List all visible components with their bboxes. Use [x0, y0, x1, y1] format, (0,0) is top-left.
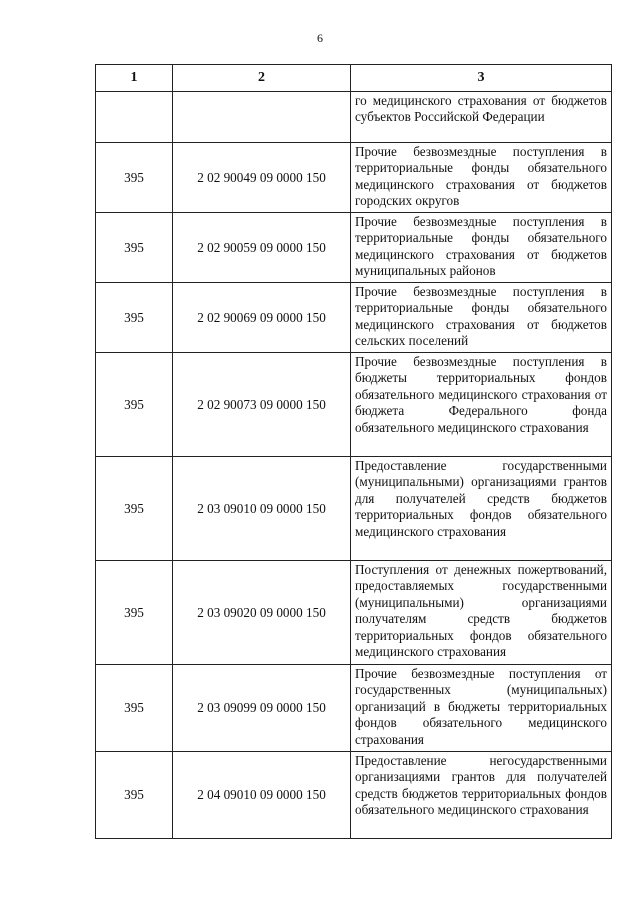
admin-code-cell: 395 — [96, 665, 173, 752]
revenue-name-cell: Прочие безвозмездные поступления в территориальные фонды обязательного медицинского страхования от бюджетов сельских поселений — [351, 283, 612, 353]
revenue-codes-table — [95, 64, 612, 839]
revenue-name-cell: Поступления от денежных пожертвований, предоставляемых государственными (муниципальными) организациями получателям средств бюджетов территориальных фондов обязательного медицинского страхования — [351, 561, 612, 665]
revenue-name-cell: Предоставление негосударственными организациями грантов для получателей средств бюджетов территориальных фондов обязательного медицинского страхования — [351, 752, 612, 839]
budget-code-cell: 2 03 09020 09 0000 150 — [173, 561, 351, 665]
table-header-row — [96, 65, 612, 92]
column-header-1: 1 — [96, 65, 173, 92]
revenue-name-cell: Прочие безвозмездные поступления от государственных (муниципальных) организаций в бюджеты территориальных фондов обязательного медицинского страхования — [351, 665, 612, 752]
revenue-name-cell: Прочие безвозмездные поступления в бюджеты территориальных фондов обязательного медицинского страхования от бюджета Федерального фонда обязательного медицинского страхования — [351, 353, 612, 457]
budget-code-cell: 2 02 90059 09 0000 150 — [173, 213, 351, 283]
budget-code-cell: 2 04 09010 09 0000 150 — [173, 752, 351, 839]
budget-code-cell: 2 03 09099 09 0000 150 — [173, 665, 351, 752]
budget-code-cell — [173, 92, 351, 143]
admin-code-cell: 395 — [96, 561, 173, 665]
admin-code-cell: 395 — [96, 752, 173, 839]
table-row — [96, 283, 612, 353]
page-number: 6 — [317, 31, 323, 45]
budget-code-cell: 2 02 90073 09 0000 150 — [173, 353, 351, 457]
table-row — [96, 213, 612, 283]
column-header-2: 2 — [173, 65, 351, 92]
column-header-3: 3 — [351, 65, 612, 92]
budget-code-cell: 2 02 90049 09 0000 150 — [173, 143, 351, 213]
admin-code-cell: 395 — [96, 353, 173, 457]
table-row — [96, 561, 612, 665]
budget-code-cell: 2 03 09010 09 0000 150 — [173, 457, 351, 561]
table-row — [96, 353, 612, 457]
admin-code-cell: 395 — [96, 283, 173, 353]
table-row — [96, 752, 612, 839]
table-row — [96, 457, 612, 561]
table-row — [96, 143, 612, 213]
admin-code-cell: 395 — [96, 213, 173, 283]
revenue-name-cell: Прочие безвозмездные поступления в территориальные фонды обязательного медицинского страхования от бюджетов муниципальных районов — [351, 213, 612, 283]
admin-code-cell: 395 — [96, 143, 173, 213]
revenue-name-cell: Предоставление государственными (муниципальными) организациями грантов для получателей средств бюджетов территориальных фондов обязательного медицинского страхования — [351, 457, 612, 561]
revenue-name-cell: Прочие безвозмездные поступления в территориальные фонды обязательного медицинского страхования от бюджетов городских округов — [351, 143, 612, 213]
revenue-name-cell: го медицинского страхования от бюджетов субъектов Российской Федерации — [351, 92, 612, 143]
admin-code-cell: 395 — [96, 457, 173, 561]
admin-code-cell — [96, 92, 173, 143]
budget-code-cell: 2 02 90069 09 0000 150 — [173, 283, 351, 353]
table-row — [96, 665, 612, 752]
table-row — [96, 92, 612, 143]
